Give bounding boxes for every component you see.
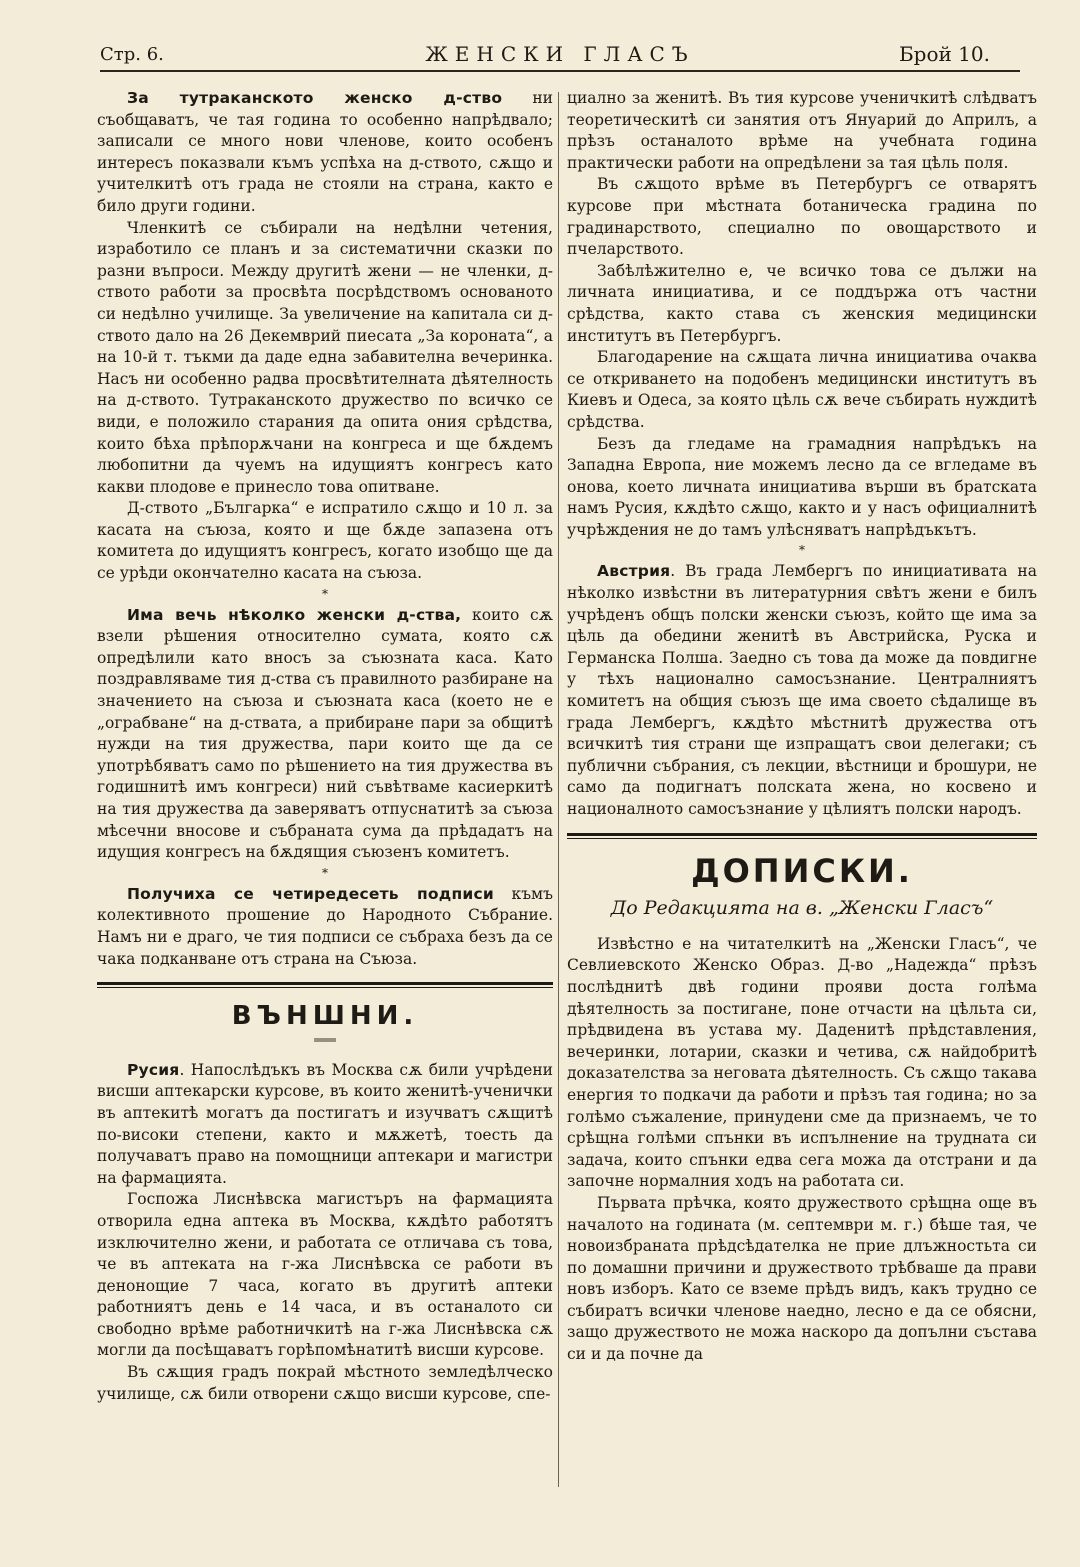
article-signatures-p1: Получиха се четиредесеть подписи къмъ колективното прошение до Народното Събрание. Намъ ни е драго, че тия подписи се събраха безъ да се чака подканване отъ страна на Съюза.: [97, 884, 553, 968]
article-austria-lead: Австрия: [597, 562, 671, 581]
section-rule: [97, 982, 553, 988]
asterisk-separator: *: [799, 543, 805, 558]
page-number: Стр. 6.: [100, 44, 164, 65]
article-austria-p1: Австрия. Въ града Лембергъ по инициативата на нѣколко извѣстни въ литературния свѣтъ жени е билъ учрѣденъ общъ полски женски съюзъ, който ще има за цѣль да обедини женитѣ въ Австрийска, Руска и Германска Полша. Заедно съ това да може да повдигне у тѣхъ национално самосъзнание. Централниятъ комитетъ на общия съюзъ ще има своето сѣдалище въ града Лембергъ, кѫдѣто мѣстнитѣ дружества отъ всичкитѣ тия страни ще изпращатъ свои делегаки; съ публични събрания, съ лекции, вѣстници и брошури, не само да подигнатъ полската жена, но косвено и националното самосъзнание у цѣлиятъ полски народъ.: [567, 562, 1037, 818]
left-column: [97, 88, 553, 1405]
article-societies-lead: Има вечь нѣколко женски д-ства,: [127, 605, 462, 624]
section-title-letters: ДОПИСКИ.: [691, 851, 913, 890]
article-russia-p2: Госпожа Лиснѣвска магистъръ на фармацията отворила една аптека въ Москва, кѫдѣто работятъ изключително жени, и работата се отличава съ това, че въ аптеката на г-жа Лиснѣвска се работи въ денонощие 7 часа, когато въ другитѣ аптеки работниятъ день е 14 часа, и въ останалото си свободно врѣме работничкитѣ на г-жа Лиснѣвска сѫ могли да посѣщаватъ горѣпомѣнатитѣ висши курсове.: [97, 1190, 553, 1360]
article-russia-p8: Безъ да гледаме на грамадния напрѣдъкъ на Западна Европа, ние можемъ лесно да се вгледаме въ онова, което личната инициатива върши въ братската намъ Русия, кѫдѣто сѫщо, както и у насъ официалнитѣ учрѣждения не до тамъ улѣсняватъ напрѣдъкътъ.: [567, 434, 1037, 539]
asterisk-separator: *: [322, 865, 328, 880]
article-russia-p6: Забѣлѣжително е, че всичко това се дължи на личната инициатива, и се поддържа отъ частни срѣдства, както става съ женския медицински институтъ въ Петербургъ.: [567, 261, 1037, 345]
article-signatures-lead: Получиха се четиредесеть подписи: [127, 884, 494, 903]
article-tutrakan-p1: За тутраканското женско д-ство ни съобщаватъ, че тая година то особенно напрѣдвало; записали се много нови членове, които особенъ интересъ показвали къмъ успѣха на д-ството, сѫщо и учителкитѣ отъ града не стояли на страна, както е било други години.: [97, 89, 554, 215]
section-rule: [567, 833, 1037, 839]
article-tutrakan-p3: Д-ството „Българка“ е испратило сѫщо и 10 л. за касата на съюза, която и ще бѫде запазена отъ комитета до идущиятъ конгресъ, когато изобщо ще да се урѣди окончателно касата на съюза.: [97, 499, 553, 583]
article-tutrakan-lead: За тутраканското женско д-ство: [127, 89, 503, 107]
article-russia-p3: Въ сѫщия градъ покрай мѣстното земледѣлческо училище, сѫ били отворени сѫщо висши курсове, спе-: [97, 1363, 553, 1403]
article-russia-p5: Въ сѫщото врѣме въ Петербургъ се отварятъ курсове при мѣстната ботаническа градина по градинарството, специално по овощарството и пчеларството.: [567, 175, 1037, 259]
article-russia-p1: Русия. Напослѣдъкъ въ Москва сѫ били учрѣдени висши аптекарски курсове, въ които женитѣ-ученички въ аптекитѣ могатъ да постигатъ и изучватъ сѫщитѣ по-високи степени, както и мѫжетѣ, тоесть да получаватъ право на помощници аптекари и магистри на фармацията.: [97, 1060, 553, 1187]
article-russia-p4: циално за женитѣ. Въ тия курсове ученичкитѣ слѣдватъ теоретическитѣ си занятия отъ Януарий до Априлъ, а прѣзъ останалото врѣме на учебната година практически работи на опредѣлени за тая цѣль поля.: [567, 89, 1037, 172]
issue-number: Брой 10.: [898, 42, 990, 66]
article-societies-p1: Има вечь нѣколко женски д-ства, които сѫ взели рѣшения относително сумата, която сѫ опредѣлили като вносъ за съюзната каса. Като поздравляваме тия д-ства съ правилното разбиране на значението на съюза и съюзната каса (което не е „ограбване“ на д-ствата, а прибиране пари за общитѣ нужди на тия дружества, пари които ще да се употрѣбяватъ само по рѣшението на тия дружества въ годишнитѣ имъ конгреси) ний съвѣтваме касиеркитѣ на тия дружества да заверяватъ отпуснатитѣ за съюза мѣсечни вносове и събраната сума да прѣдадатъ на идущия конгресъ на бѫдящия съюзенъ комитетъ.: [97, 605, 553, 862]
article-russia-lead: Русия: [127, 1060, 180, 1079]
asterisk-separator: *: [322, 586, 328, 601]
column-divider: [558, 92, 559, 1487]
page-header: [100, 40, 1020, 72]
letter-p1: Извѣстно е на читателкитѣ на „Женски Гласъ“, че Севлиевското Женско Образ. Д-во „Надежда“ прѣзъ послѣднитѣ двѣ години прояви доста голѣма дѣятелность за постигане, поне отчасти на цѣльта си, прѣдвидена въ устава му. Даденитѣ прѣдставления, вечеринки, лотарии, сказки и четива, сѫ найдобритѣ доказателства за неговата дѣятелность. Съ сѫщо такава енергия то подкачи да работи и прѣзъ тая година; но за голѣмо съжаление, принудени сме да признаемъ, че то срѣщна голѣми спънки въ испълнение на трудната си задача, които спънки едва сега можа да отстрани и да започне нормалния ходъ на работата си.: [567, 934, 1037, 1191]
article-russia-p7: Благодарение на сѫщата лична инициатива очаква се откриването на подобенъ медицински институтъ въ Киевъ и Одеса, за която цѣль сѫ вече събирать нуждитѣ срѣдства.: [567, 348, 1037, 431]
section-title-foreign: ВЪНШНИ.: [231, 1001, 419, 1032]
letter-heading: До Редакцията на в. „Женски Гласъ“: [610, 897, 994, 920]
right-column: [567, 88, 1037, 1366]
title-ornament: ═══: [314, 1032, 336, 1047]
letter-p2: Първата прѣчка, която дружеството срѣщна още въ началото на годината (м. септември м. г.) бѣше тая, че новоизбраната прѣдсѣдателка не прие длъжностьта си по домашни причини и дружеството трѣбваше да прави новъ изборъ. Като се вземе прѣдъ видъ, какъ трудно се събиратъ всички членове наедно, лесно е да се обясни, защо дружеството не можа наскоро да допълни състава си и да почне да: [567, 1193, 1037, 1364]
newspaper-title: ЖЕНСКИ ГЛАСЪ: [425, 42, 695, 66]
article-tutrakan-p2: Членкитѣ се събирали на недѣлни четения, изработило се планъ и за систематични сказки по разни въпроси. Между другитѣ жени — не членки, д-ството работи за просвѣта посрѣдствомъ основаното си недѣлно училище. За увеличение на капитала си д-ството дало на 26 Декемврий пиесата „За короната“, а на 10-й т. тъкми да даде една забавителна вечеринка. Насъ ни особенно радва просвѣтителната дѣятелность на д-ството. Тутраканското дружество по всичко се види, е положило старания да опита ония срѣдства, които бѣха прѣпорѫчани на конгреса и ще бѫдемъ любопитни да чуемъ на идущиятъ конгресъ като какви плодове е принесло това опитване.: [97, 218, 553, 496]
